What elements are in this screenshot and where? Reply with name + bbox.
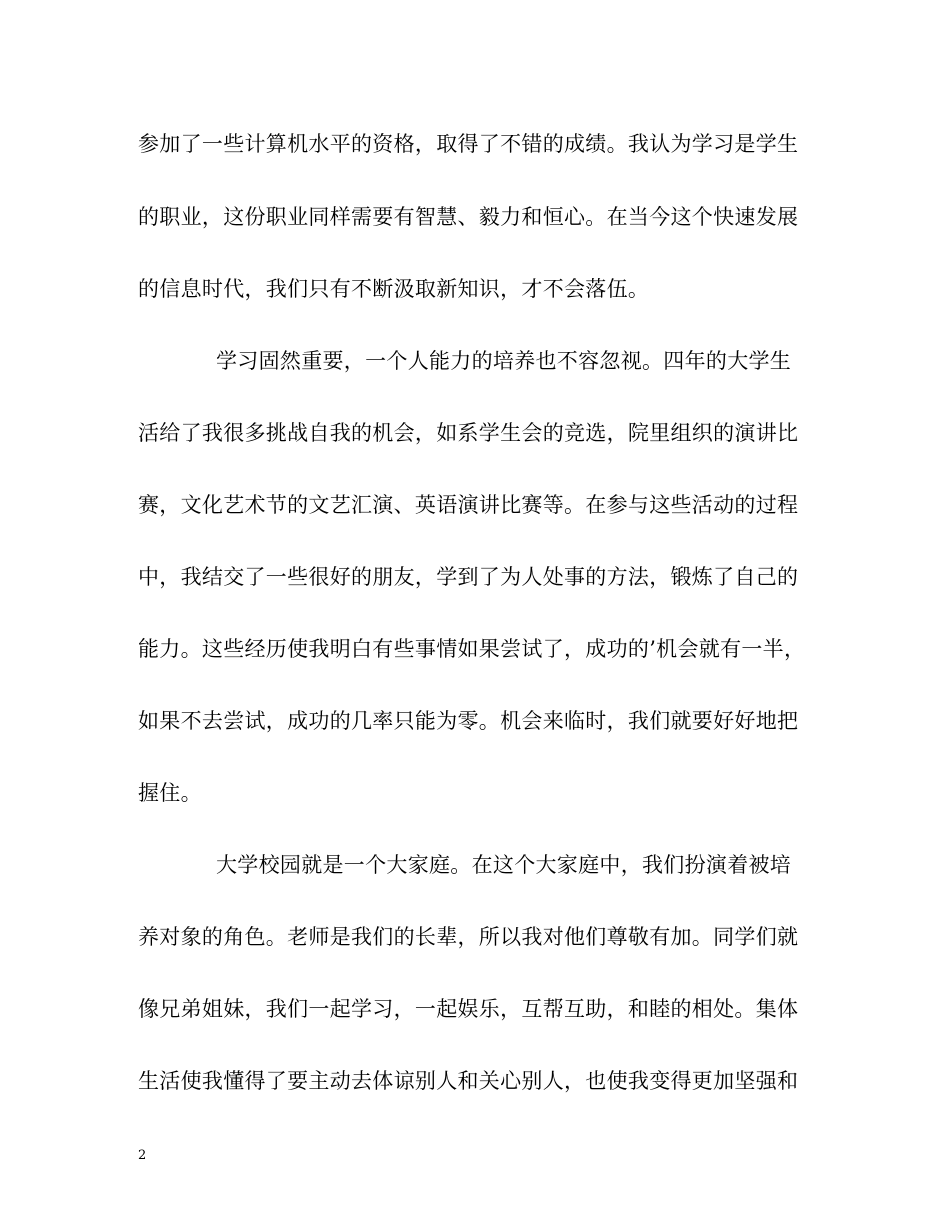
text-line: 能力。这些经历使我明白有些事情如果尝试了，成功的’机会就有一半， (138, 637, 806, 661)
text-line: 生活使我懂得了要主动去体谅别人和关心别人，也使我变得更加坚强和 (138, 1069, 799, 1093)
text-line: 赛，文化艺术节的文艺汇演、英语演讲比赛等。在参与这些活动的过程 (138, 493, 799, 517)
text-line: 握住。 (138, 781, 202, 805)
text-line: 参加了一些计算机水平的资格，取得了不错的成绩。我认为学习是学生 (138, 132, 799, 156)
text-line: 中，我结交了一些很好的朋友，学到了为人处事的方法，锻炼了自己的 (138, 565, 799, 589)
paragraph-first-line: 大学校园就是一个大家庭。在这个大家庭中，我们扮演着被培 (216, 853, 792, 877)
paragraph-first-line: 学习固然重要，一个人能力的培养也不容忽视。四年的大学生 (216, 349, 792, 373)
text-line: 活给了我很多挑战自我的机会，如系学生会的竞选，院里组织的演讲比 (138, 421, 799, 445)
text-line: 的职业，这份职业同样需要有智慧、毅力和恒心。在当今这个快速发展 (138, 205, 799, 229)
page-number: 2 (138, 1148, 147, 1163)
text-line: 像兄弟姐妹，我们一起学习，一起娱乐，互帮互助，和睦的相处。集体 (138, 997, 799, 1021)
text-line: 如果不去尝试，成功的几率只能为零。机会来临时，我们就要好好地把 (138, 709, 799, 733)
text-line: 的信息时代，我们只有不断汲取新知识，才不会落伍。 (138, 277, 650, 301)
text-line: 养对象的角色。老师是我们的长辈，所以我对他们尊敬有加。同学们就 (138, 925, 799, 949)
